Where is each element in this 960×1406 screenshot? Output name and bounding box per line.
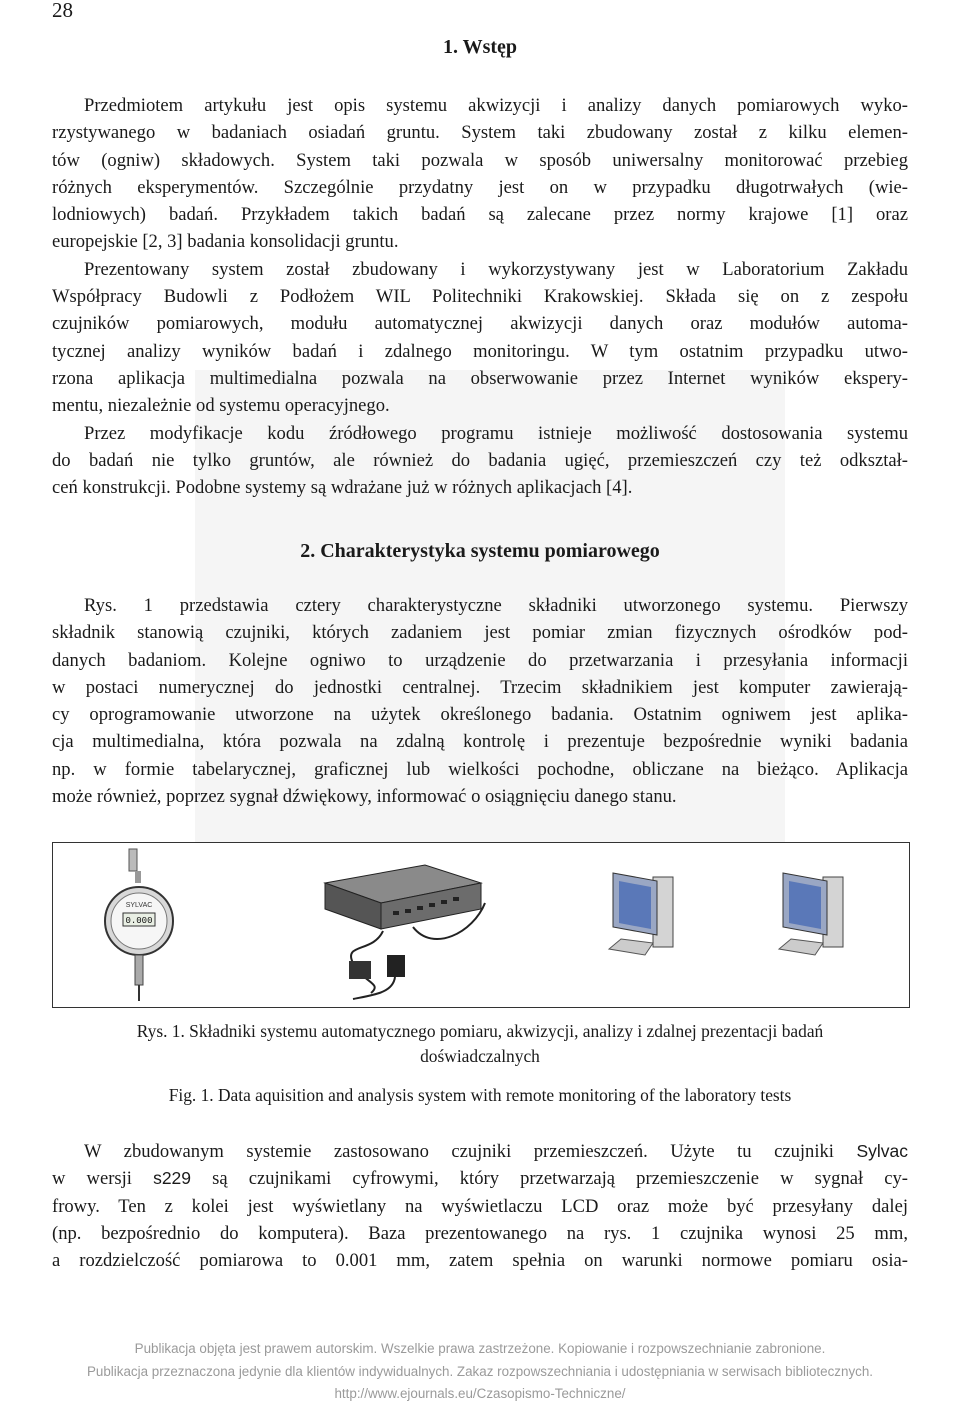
- text-line: [52, 1165, 908, 1192]
- section-1-title: 1. Wstęp: [442, 36, 518, 58]
- acquisition-module-image: [325, 865, 485, 999]
- product-model: s229: [153, 1168, 192, 1189]
- text-line: Przedmiotem artykułu jest opis systemu akwizycji i analizy danych pomiarowych wyko-: [84, 95, 908, 116]
- computer-image: [609, 873, 673, 955]
- text-line: rzona aplikacja multimedialna pozwala na obserwowanie przez Internet wyników ekspery-: [52, 367, 908, 389]
- caption-line: doświadczalnych: [420, 1046, 540, 1066]
- text-line: Prezentowany system został zbudowany i wykorzystywany jest w Laboratorium Zakładu: [84, 258, 908, 280]
- text-line: może również, poprzez sygnał dźwiękowy, informować o osiągnięciu danego stanu.: [52, 786, 677, 808]
- text-line: do badań nie tylko gruntów, ale również do badania ugięć, przemieszczeń czy też odkształ-: [52, 449, 908, 471]
- text-line: np. w formie tabelarycznej, graficznej lub wielkości pochodne, obliczane na bieżąco. Aplikacja: [52, 758, 908, 780]
- text-line: danych badaniom. Kolejne ogniwo to urządzenie do przetwarzania i przesyłania informacji: [52, 649, 908, 671]
- figure-illustration: [53, 843, 909, 1007]
- text-line: lodniowych) badań. Przykładem takich badań są zalecane przez normy krajowe [1] oraz: [52, 204, 908, 226]
- text-line: czujników pomiarowych, modułu automatycznej akwizycji danych oraz modułów automa-: [52, 313, 908, 335]
- text-line: [52, 1138, 908, 1165]
- text-line: Przez modyfikacje kodu źródłowego programu istnieje możliwość dostosowania systemu: [84, 422, 908, 444]
- text-line: Rys. 1 przedstawia cztery charakterystyczne składniki utworzonego systemu. Pierwszy: [84, 595, 908, 616]
- text-line: frowy. Ten z kolei jest wyświetlany na wyświetlaczu LCD oraz może być przesyłany dalej: [52, 1195, 908, 1217]
- text-line: ceń konstrukcji. Podobne systemy są wdrażane już w różnych aplikacjach [4].: [52, 477, 633, 499]
- paragraph-3: [52, 1138, 908, 1274]
- section-2-body: [52, 592, 908, 810]
- text-line: a rozdzielczość pomiarowa to 0.001 mm, zatem spełnia on warunki normowe pomiaru osia-: [52, 1250, 908, 1272]
- text-line: Współpracy Budowli z Podłożem WIL Politechniki Krakowskiej. Składa się on z zespołu: [52, 286, 908, 308]
- text-line: w postaci numerycznej do jednostki centralnej. Trzecim składnikiem jest komputer zawierają-: [52, 676, 908, 698]
- text-line: europejskie [2, 3] badania konsolidacji gruntu.: [52, 231, 399, 253]
- figure-system-components: [52, 842, 910, 1008]
- copyright-footer: [0, 1338, 960, 1406]
- figure-caption-pl: [52, 1019, 908, 1069]
- footer-line: Publikacja przeznaczona jedynie dla klientów indywidualnych. Zakaz rozpowszechniania i udostępniania w serwisach bibliotecznych.: [86, 1363, 873, 1379]
- text-line: tycznej analizy wyników badań i zdalnego monitoringu. W tym ostatnim przypadku utwo-: [52, 340, 908, 362]
- dial-gauge-image: [105, 849, 173, 1001]
- text-line: (np. bezpośrednio do komputera). Baza prezentowanego na rys. 1 czujnika wynosi 25 mm,: [52, 1222, 908, 1244]
- section-2-title: 2. Charakterystyka systemu pomiarowego: [300, 540, 660, 562]
- page-number: 28: [52, 0, 73, 22]
- footer-line: Publikacja objęta jest prawem autorskim. Wszelkie prawa zastrzeżone. Kopiowanie i rozpowszechnianie zabronione.: [134, 1341, 826, 1356]
- computer-image: [779, 873, 843, 955]
- text-line: cy oprogramowanie utworzone na użytek określonego badania. Ostatnim ogniwem jest aplika-: [52, 704, 908, 726]
- gauge-display-value: 0.000: [125, 916, 153, 926]
- section-1-body: [52, 92, 908, 501]
- text-line: składnik stanowią czujniki, których zadaniem jest pomiar zmian fizycznych ośrodków pod-: [52, 622, 908, 644]
- text-line: mentu, niezależnie od systemu operacyjnego.: [52, 395, 390, 417]
- caption-line: Rys. 1. Składniki systemu automatycznego pomiaru, akwizycji, analizy i zdalnej prezentacji badań: [136, 1021, 824, 1041]
- text-fragment: W zbudowanym systemie zastosowano czujniki przemieszczeń. Użyte tu czujniki: [84, 1141, 857, 1162]
- figure-caption-en: Fig. 1. Data aquisition and analysis system with remote monitoring of the laboratory tests: [168, 1085, 792, 1105]
- footer-url: http://www.ejournals.eu/Czasopismo-Techniczne/: [334, 1386, 626, 1401]
- text-fragment: w wersji: [52, 1168, 154, 1190]
- text-line: rzystywanego w badaniach osiadań gruntu. System taki zbudowany został z kilku elemen-: [52, 122, 908, 144]
- text-line: tów (ogniw) składowych. System taki pozwala w sposób uniwersalny monitorować przebieg: [52, 149, 908, 171]
- gauge-brand-label: SYLVAC: [125, 902, 153, 909]
- text-fragment: są czujnikami cyfrowymi, który przetwarzają przemieszczenie w sygnał cy-: [191, 1168, 908, 1190]
- text-line: różnych eksperymentów. Szczególnie przydatny jest on w przypadku długotrwałych (wie-: [52, 176, 908, 198]
- text-line: cja multimedialna, która pozwala na zdalną kontrolę i prezentuje bezpośrednie wyniki badania: [52, 731, 908, 753]
- product-name: Sylvac: [856, 1141, 908, 1161]
